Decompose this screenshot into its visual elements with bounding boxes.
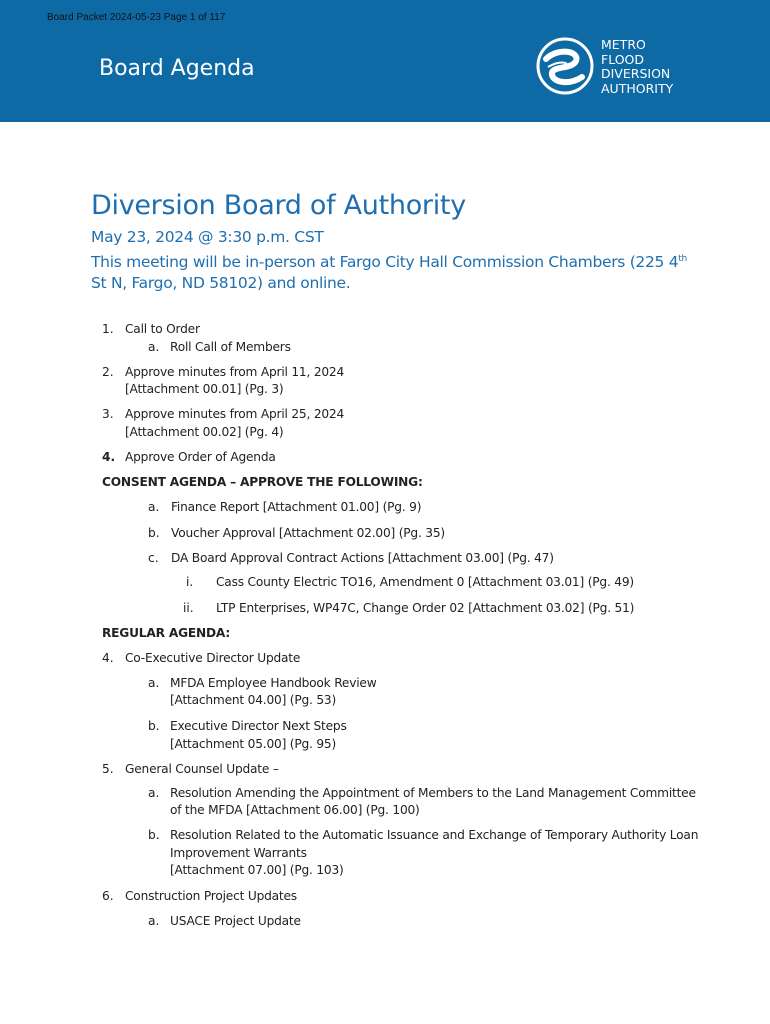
regular-subitem-usace-update: USACE Project Update	[170, 914, 301, 928]
item-letter: a.	[148, 786, 160, 800]
item-number: 4.	[102, 450, 116, 464]
consent-subitem-cass-county: Cass County Electric TO16, Amendment 0 [Attachment 03.01] (Pg. 49)	[216, 575, 634, 589]
item-letter: b.	[148, 828, 160, 842]
item-letter: b.	[148, 719, 160, 733]
attachment-reference: [Attachment 04.00] (Pg. 53)	[170, 693, 337, 707]
item-roman: i.	[186, 575, 194, 589]
consent-item-finance-report: Finance Report [Attachment 01.00] (Pg. 9)	[171, 500, 422, 514]
regular-subitem-loan-warrants-resolution: Resolution Related to the Automatic Issuance and Exchange of Temporary Authority Loan	[170, 828, 699, 842]
logo-wordmark	[601, 38, 673, 96]
agenda-item-minutes-april-25: Approve minutes from April 25, 2024	[125, 407, 345, 421]
regular-subitem-continued: Improvement Warrants	[170, 846, 307, 860]
attachment-reference: of the MFDA [Attachment 06.00] (Pg. 100)	[170, 803, 420, 817]
regular-item-general-counsel-update: General Counsel Update –	[125, 762, 279, 776]
regular-item-executive-director-update: Co-Executive Director Update	[125, 651, 301, 665]
consent-subitem-ltp-enterprises: LTP Enterprises, WP47C, Change Order 02 [Attachment 03.02] (Pg. 51)	[216, 601, 635, 615]
attachment-reference: [Attachment 07.00] (Pg. 103)	[170, 863, 344, 877]
attachment-reference: [Attachment 05.00] (Pg. 95)	[170, 737, 337, 751]
agenda-item-roll-call: Roll Call of Members	[170, 340, 291, 354]
agenda-item-minutes-april-11: Approve minutes from April 11, 2024	[125, 365, 345, 379]
meeting-title: Diversion Board of Authority	[91, 190, 466, 221]
meeting-location: This meeting will be in-person at Fargo City Hall Commission Chambers (225 4th St N, Fargo, ND 58102) and online.	[91, 253, 687, 293]
item-letter: a.	[148, 676, 160, 690]
logo-line-4: AUTHORITY	[601, 80, 674, 96]
regular-subitem-land-management-resolution: Resolution Amending the Appointment of Members to the Land Management Committee	[170, 786, 696, 800]
header-title: Board Agenda	[99, 56, 255, 81]
item-roman: ii.	[183, 601, 194, 615]
item-letter: a.	[148, 500, 160, 514]
item-number: 2.	[102, 365, 114, 379]
item-letter: a.	[148, 914, 160, 928]
attachment-reference: [Attachment 00.02] (Pg. 4)	[125, 425, 284, 439]
consent-agenda-heading: CONSENT AGENDA – APPROVE THE FOLLOWING:	[102, 475, 423, 489]
item-letter: a.	[148, 340, 160, 354]
agenda-item-order-of-agenda: Approve Order of Agenda	[125, 450, 276, 464]
consent-item-voucher-approval: Voucher Approval [Attachment 02.00] (Pg. 35)	[171, 526, 445, 540]
item-number: 6.	[102, 889, 114, 903]
regular-item-construction-updates: Construction Project Updates	[125, 889, 297, 903]
logo-line-2: FLOOD	[601, 51, 645, 67]
item-number: 4.	[102, 651, 114, 665]
mfda-logo-icon	[536, 37, 594, 95]
regular-subitem-next-steps: Executive Director Next Steps	[170, 719, 347, 733]
attachment-reference: [Attachment 00.01] (Pg. 3)	[125, 382, 284, 396]
regular-agenda-heading: REGULAR AGENDA:	[102, 626, 231, 640]
item-number: 1.	[102, 322, 114, 336]
item-letter: c.	[148, 551, 159, 565]
item-number: 3.	[102, 407, 114, 421]
logo-line-1: METRO	[601, 37, 646, 52]
logo-line-3: DIVERSION	[601, 66, 671, 81]
packet-label: Board Packet 2024-05-23 Page 1 of 117	[47, 12, 226, 23]
item-letter: b.	[148, 526, 160, 540]
agenda-item-call-to-order: Call to Order	[125, 322, 200, 336]
regular-subitem-handbook-review: MFDA Employee Handbook Review	[170, 676, 377, 690]
item-number: 5.	[102, 762, 114, 776]
meeting-date: May 23, 2024 @ 3:30 p.m. CST	[91, 228, 324, 246]
header-banner	[0, 0, 770, 122]
consent-item-contract-actions: DA Board Approval Contract Actions [Attachment 03.00] (Pg. 47)	[171, 551, 554, 565]
